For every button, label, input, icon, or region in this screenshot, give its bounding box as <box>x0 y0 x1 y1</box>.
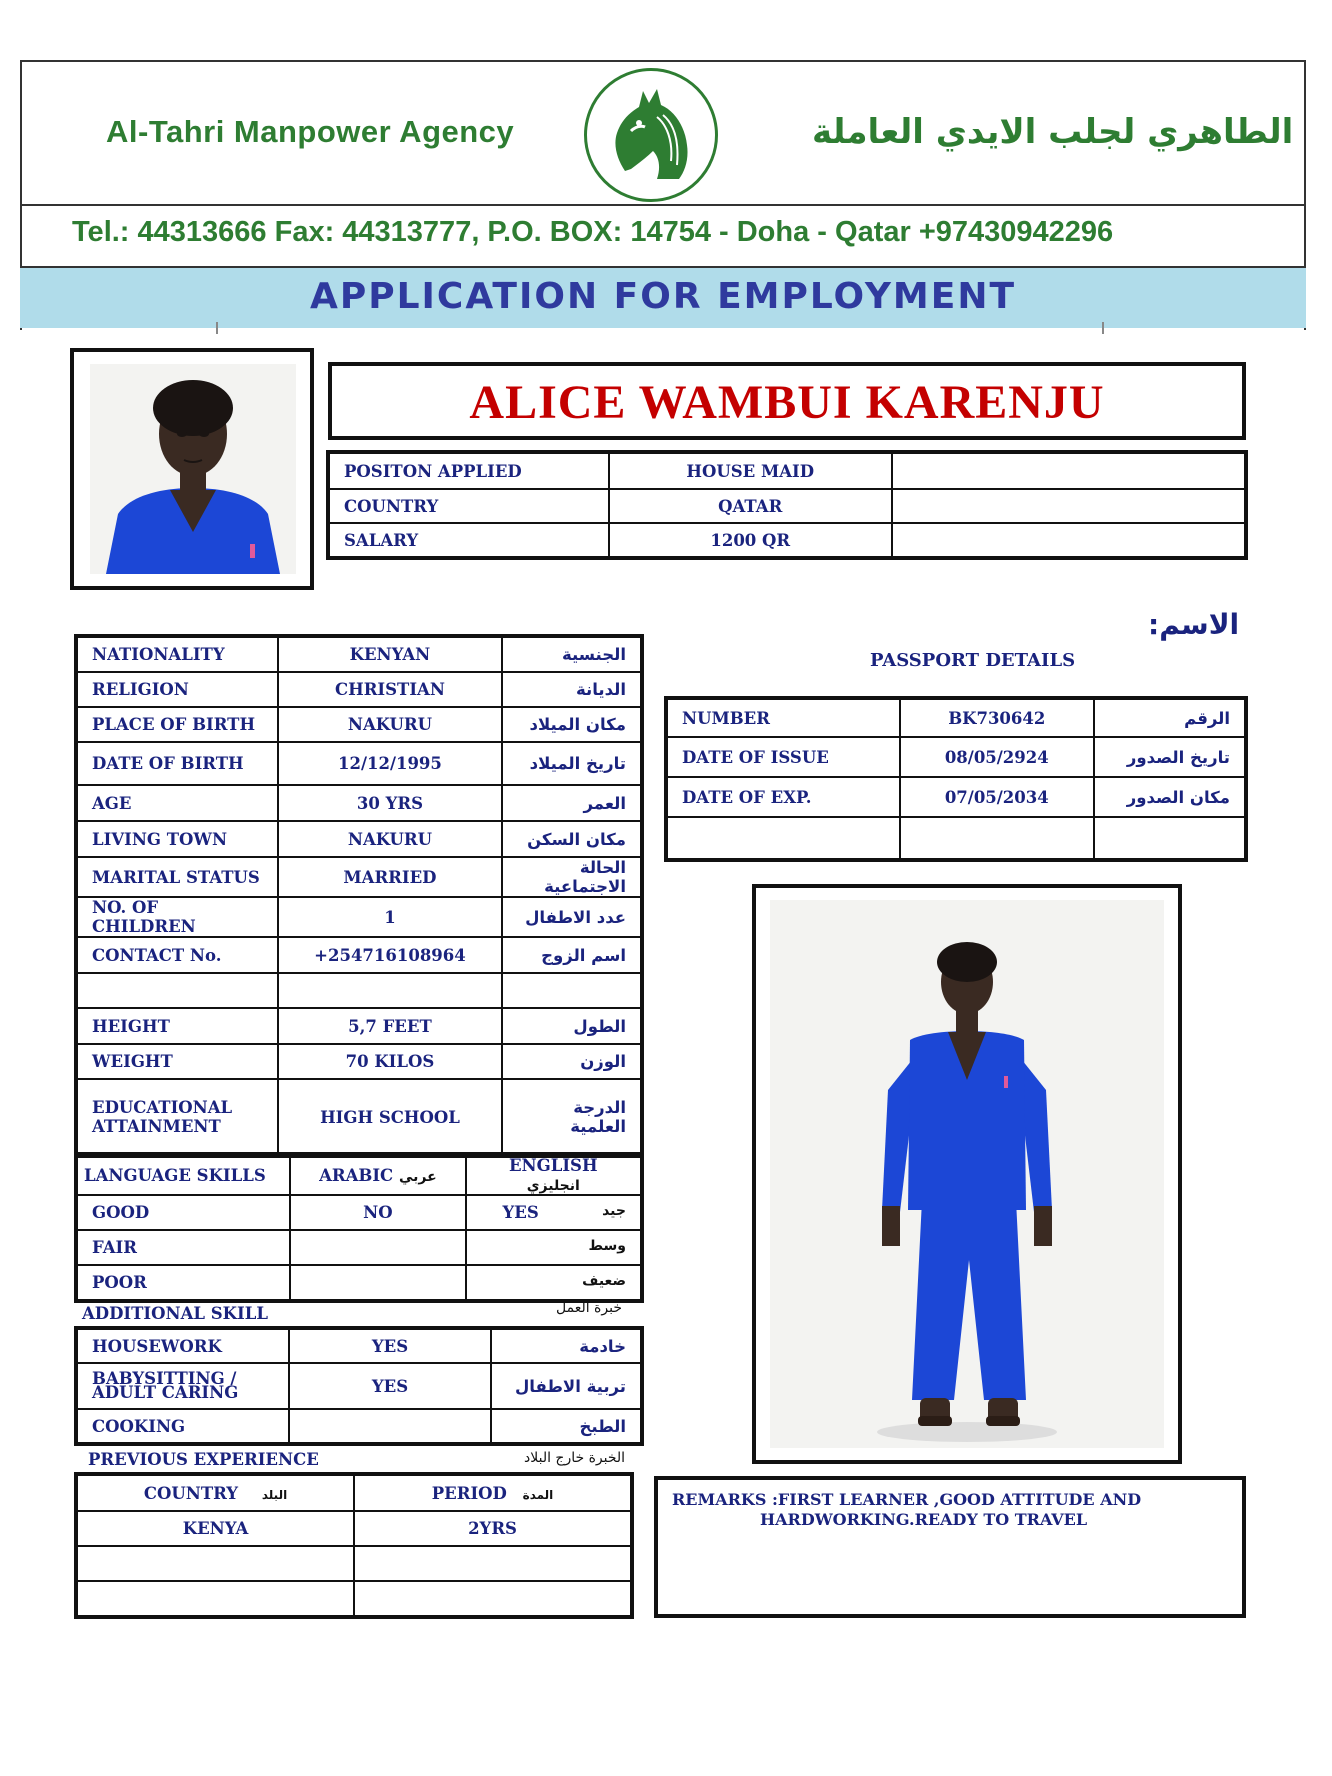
experience-period <box>354 1581 631 1616</box>
salary-label: SALARY <box>329 523 609 557</box>
field-label: LIVING TOWN <box>77 821 278 857</box>
arabic-level <box>290 1230 465 1265</box>
passport-value: BK730642 <box>900 699 1094 737</box>
table-row <box>77 672 641 707</box>
field-value: MARRIED <box>278 857 501 897</box>
table-row <box>77 1581 631 1616</box>
previous-experience-table <box>76 1474 632 1617</box>
field-value: HIGH SCHOOL <box>278 1079 501 1155</box>
table-row <box>77 1511 631 1546</box>
divider <box>216 322 218 334</box>
additional-skill-title-ar: خبرة العمل <box>556 1300 622 1316</box>
empty-cell <box>900 817 1094 859</box>
field-label: CONTACT No. <box>77 937 278 973</box>
table-row <box>77 897 641 937</box>
agency-title-row <box>22 62 1304 206</box>
passport-value: 08/05/2924 <box>900 737 1094 777</box>
english-level: YES <box>502 1203 539 1222</box>
remarks-line-1: REMARKS :FIRST LEARNER ,GOOD ATTITUDE AND <box>672 1490 1142 1509</box>
empty-cell <box>892 453 1245 489</box>
agency-contact: Tel.: 44313666 Fax: 44313777, P.O. BOX: 14754 - Doha - Qatar +97430942296 <box>72 216 1114 248</box>
country-label: COUNTRY <box>329 489 609 523</box>
table-row <box>667 699 1245 737</box>
table-row <box>77 1409 641 1443</box>
field-label <box>77 1079 278 1155</box>
experience-country <box>77 1581 354 1616</box>
field-label-ar: الحالة الاجتماعية <box>502 857 641 897</box>
table-row <box>77 973 641 1008</box>
table-row <box>77 1363 641 1409</box>
field-value: +254716108964 <box>278 937 501 973</box>
field-label-ar <box>502 973 641 1008</box>
skill-label-ar: الطبخ <box>491 1409 641 1443</box>
arabic-header <box>290 1155 465 1195</box>
field-label: WEIGHT <box>77 1044 278 1079</box>
candidate-name-box <box>328 362 1246 440</box>
field-label-line: ATTAINMENT <box>92 1117 221 1136</box>
agency-name-en: Al-Tahri Manpower Agency <box>106 114 515 149</box>
field-label-ar: اسم الزوج <box>502 937 641 973</box>
previous-experience-title: PREVIOUS EXPERIENCE <box>88 1450 319 1469</box>
position-value: HOUSE MAID <box>609 453 892 489</box>
field-value: NAKURU <box>278 707 501 742</box>
passport-label-ar: الرقم <box>1094 699 1245 737</box>
level-label-ar: جيد <box>602 1203 626 1219</box>
english-label: ENGLISH <box>508 1156 598 1175</box>
skill-label: COOKING <box>77 1409 289 1443</box>
field-value: 12/12/1995 <box>278 742 501 785</box>
language-skills-table <box>76 1154 642 1301</box>
field-label: AGE <box>77 785 278 821</box>
field-value <box>278 973 501 1008</box>
skill-label-ar: خادمة <box>491 1329 641 1363</box>
passport-label-ar: مكان الصدور <box>1094 777 1245 817</box>
table-row <box>77 1155 641 1195</box>
passport-label: NUMBER <box>667 699 900 737</box>
language-skills-title: LANGUAGE SKILLS <box>77 1155 290 1195</box>
experience-period: 2YRS <box>354 1511 631 1546</box>
additional-skill-table <box>76 1328 642 1444</box>
field-label-ar: العمر <box>502 785 641 821</box>
field-label-ar: عدد الاطفال <box>502 897 641 937</box>
arabic-level <box>290 1265 465 1300</box>
remarks-box <box>654 1476 1246 1618</box>
additional-skill-title: ADDITIONAL SKILL <box>82 1304 268 1323</box>
position-row <box>329 489 1245 523</box>
table-row <box>77 1195 641 1230</box>
empty-cell <box>667 817 900 859</box>
table-row <box>77 821 641 857</box>
personal-details-table <box>76 636 642 1156</box>
candidate-name: ALICE WAMBUI KARENJU <box>469 376 1105 429</box>
agency-contact-row <box>22 206 1304 266</box>
field-label: PLACE OF BIRTH <box>77 707 278 742</box>
table-row <box>77 857 641 897</box>
skill-label-ar: تربية الاطفال <box>491 1363 641 1409</box>
field-label: MARITAL STATUS <box>77 857 278 897</box>
table-row <box>77 1079 641 1155</box>
table-row <box>77 785 641 821</box>
level-label: POOR <box>77 1265 290 1300</box>
table-row <box>77 1546 631 1581</box>
position-row <box>329 523 1245 557</box>
field-value: CHRISTIAN <box>278 672 501 707</box>
remarks-line-2: HARDWORKING.READY TO TRAVEL <box>760 1510 1088 1529</box>
field-label-ar: مكان الميلاد <box>502 707 641 742</box>
field-label-ar: الطول <box>502 1008 641 1044</box>
application-banner <box>20 266 1306 328</box>
full-body-photo <box>752 884 1182 1464</box>
field-label: DATE OF BIRTH <box>77 742 278 785</box>
skill-label: BABYSITTING / ADULT CARING <box>77 1363 289 1409</box>
country-header <box>77 1475 354 1511</box>
passport-label: DATE OF ISSUE <box>667 737 900 777</box>
period-header <box>354 1475 631 1511</box>
field-label-line: EDUCATIONAL <box>92 1098 233 1117</box>
skill-label: HOUSEWORK <box>77 1329 289 1363</box>
passport-details-title: PASSPORT DETAILS <box>870 650 1076 671</box>
field-label-ar: الجنسية <box>502 637 641 672</box>
empty-cell <box>892 523 1245 557</box>
table-row <box>77 707 641 742</box>
arabic-level: NO <box>290 1195 465 1230</box>
field-label-ar: الديانة <box>502 672 641 707</box>
field-label <box>77 973 278 1008</box>
field-label: NO. OF CHILDREN <box>77 897 278 937</box>
level-label: GOOD <box>77 1195 290 1230</box>
field-value: KENYAN <box>278 637 501 672</box>
passport-label: DATE OF EXP. <box>667 777 900 817</box>
table-row <box>77 637 641 672</box>
field-label: HEIGHT <box>77 1008 278 1044</box>
empty-cell <box>892 489 1245 523</box>
country-header-ar: البلد <box>261 1487 288 1502</box>
country-value: QATAR <box>609 489 892 523</box>
empty-cell <box>1094 817 1245 859</box>
position-table <box>328 452 1246 558</box>
english-level-cell <box>466 1265 641 1300</box>
field-label-ar: الوزن <box>502 1044 641 1079</box>
period-header-ar: المدة <box>522 1487 554 1502</box>
field-value: 1 <box>278 897 501 937</box>
english-header <box>466 1155 641 1195</box>
passport-table <box>666 698 1246 860</box>
position-label: POSITON APPLIED <box>329 453 609 489</box>
banner-title: APPLICATION FOR EMPLOYMENT <box>309 276 1017 317</box>
passport-value: 07/05/2034 <box>900 777 1094 817</box>
level-label-ar: ضعيف <box>582 1273 626 1289</box>
field-value: 70 KILOS <box>278 1044 501 1079</box>
arabic-label-ar: عربي <box>398 1168 437 1185</box>
table-row <box>667 737 1245 777</box>
english-level-cell <box>466 1195 641 1230</box>
field-label-ar: تاريخ الميلاد <box>502 742 641 785</box>
skill-value <box>289 1409 492 1443</box>
table-row <box>77 1008 641 1044</box>
field-value: 30 YRS <box>278 785 501 821</box>
table-row <box>667 817 1245 859</box>
table-row <box>77 742 641 785</box>
agency-header <box>20 60 1306 330</box>
level-label: FAIR <box>77 1230 290 1265</box>
divider <box>1102 322 1104 334</box>
period-header-label: PERIOD <box>431 1483 507 1503</box>
field-label-ar: الدرجة العلمية <box>502 1079 641 1155</box>
english-label-ar: انجليزي <box>526 1178 580 1194</box>
table-row <box>77 1329 641 1363</box>
english-level-cell <box>466 1230 641 1265</box>
field-value: 5,7 FEET <box>278 1008 501 1044</box>
experience-period <box>354 1546 631 1581</box>
table-row <box>77 937 641 973</box>
table-row <box>77 1044 641 1079</box>
skill-value: YES <box>289 1363 492 1409</box>
field-label-ar: مكان السكن <box>502 821 641 857</box>
arabic-label: ARABIC <box>319 1165 394 1185</box>
agency-name-ar: الطاهري لجلب الايدي العاملة <box>812 112 1294 152</box>
experience-country <box>77 1546 354 1581</box>
headshot-photo <box>70 348 314 590</box>
name-label-ar: الاسم: <box>1148 608 1240 641</box>
table-row <box>667 777 1245 817</box>
country-header-label: COUNTRY <box>143 1483 239 1503</box>
experience-country: KENYA <box>77 1511 354 1546</box>
passport-label-ar: تاريخ الصدور <box>1094 737 1245 777</box>
salary-value: 1200 QR <box>609 523 892 557</box>
position-row <box>329 453 1245 489</box>
field-label: NATIONALITY <box>77 637 278 672</box>
field-label: RELIGION <box>77 672 278 707</box>
level-label-ar: وسط <box>588 1238 626 1254</box>
horse-head-icon <box>584 68 718 202</box>
table-row <box>77 1265 641 1300</box>
previous-experience-title-ar: الخبرة خارج البلاد <box>524 1450 626 1466</box>
table-row <box>77 1475 631 1511</box>
table-row <box>77 1230 641 1265</box>
field-value: NAKURU <box>278 821 501 857</box>
skill-value: YES <box>289 1329 492 1363</box>
